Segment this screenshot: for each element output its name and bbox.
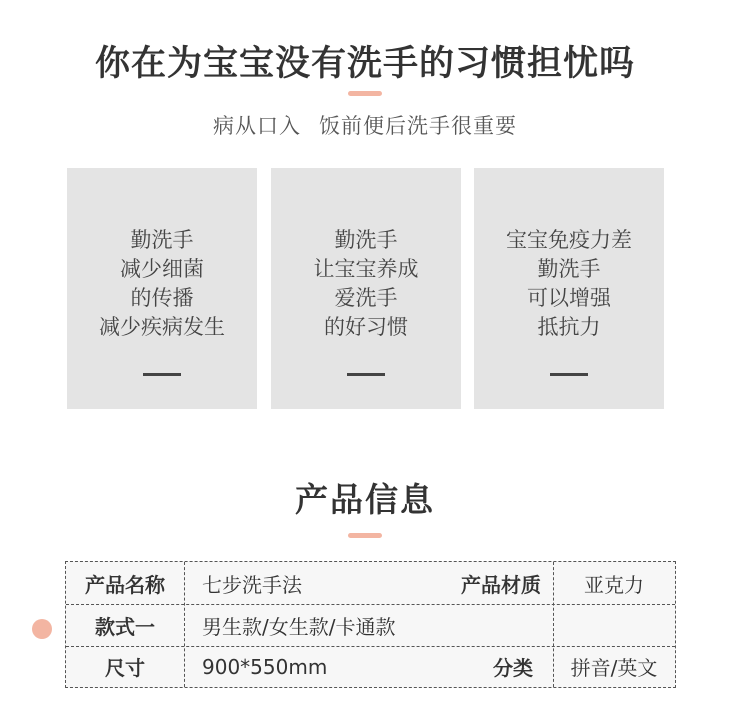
card-line: 的好习惯 [324,315,408,339]
card-line: 宝宝免疫力差 [506,228,632,252]
table-value-style: 男生款/女生款/卡通款 [202,614,396,639]
table-value-name: 七步洗手法 [202,572,302,597]
card-line: 让宝宝养成 [313,257,419,281]
table-divider [184,562,185,687]
card-line: 勤洗手 [130,228,194,252]
table-value-material: 亚克力 [584,572,644,597]
subtitle-part: 病从口入 [213,114,301,138]
table-label-style: 款式一 [95,614,155,639]
page-title: 你在为宝宝没有洗手的习惯担忧吗 [94,44,635,84]
benefit-card [67,168,257,409]
product-info-table [65,561,676,688]
card-line: 可以增强 [527,286,611,310]
card-line: 减少细菌 [120,257,204,281]
table-value-category: 拼音/英文 [570,656,658,680]
subtitle-part: 饭前便后洗手很重要 [319,114,517,138]
table-label-category: 分类 [493,656,533,680]
page-subtitle [0,110,730,140]
table-label-size: 尺寸 [105,656,145,680]
product-info-title: 产品信息 [295,480,435,519]
table-label-name: 产品名称 [85,572,165,597]
section-accent-bar [348,533,382,538]
card-dash [347,373,385,376]
card-line: 减少疾病发生 [99,315,225,339]
title-accent-bar [348,91,382,96]
card-line: 勤洗手 [334,228,398,252]
card-dash [143,373,181,376]
benefit-card [474,168,664,409]
card-dash [550,373,588,376]
card-line: 抵抗力 [537,315,601,339]
decorative-dot [32,619,52,639]
benefit-card [271,168,461,409]
card-line: 爱洗手 [334,286,398,310]
table-label-material: 产品材质 [461,572,541,597]
card-line: 的传播 [130,286,194,310]
table-value-size: 900*550mm [202,654,328,679]
card-line: 勤洗手 [537,257,601,281]
